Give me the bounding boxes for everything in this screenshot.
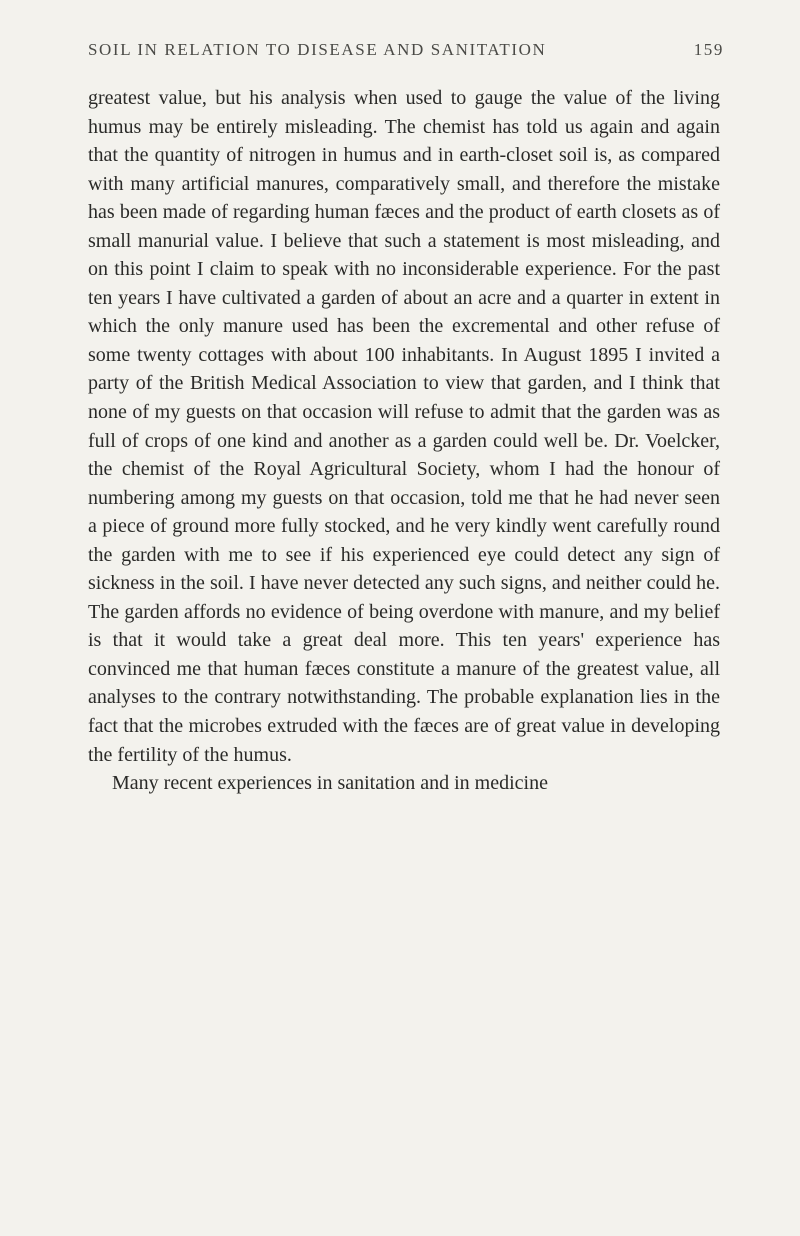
page-number: 159 <box>693 40 724 59</box>
paragraph: Many recent experiences in sanitation and in medicine <box>112 772 548 795</box>
running-title: SOIL IN RELATION TO DISEASE AND SANITATION <box>88 40 547 59</box>
body-text <box>88 84 720 798</box>
paragraph: greatest value, but his analysis when used to gauge the value of the living humus may be entirely misleading. The chemist has told us again and again that the quantity of nitrogen in humus and in earth-closet soil is, as compared with many artificial manures, comparatively small, and therefore the mistake has been made of regarding human fæces and the product of earth closets as of small manurial value. I believe that such a statement is most misleading, and on this point I claim to speak with no inconsiderable experience. For the past ten years I have cultivated a garden of about an acre and a quarter in extent in which the only manure used has been the excremental and other refuse of some twenty cottages with about 100 inhabitants. In August 1895 I invited a party of the British Medical Association to view that garden, and I think that none of my guests on that occasion will refuse to admit that the garden was as full of crops of one kind and another as a garden could well be. Dr. Voelcker, the chemist of the Royal Agricultural Society, whom I had the honour of numbering among my guests on that occasion, told me that he had never seen a piece of ground more fully stocked, and he very kindly went carefully round the garden with me to see if his experienced eye could detect any sign of sickness in the soil. I have never detected any such signs, and neither could he. The garden affords no evidence of being overdone with manure, and my belief is that it would take a great deal more. This ten years' experience has convinced me that human fæces constitute a manure of the greatest value, all analyses to the contrary notwithstanding. The probable explanation lies in the fact that the microbes extruded with the fæces are of great value in developing the fertility of the humus. <box>88 87 720 766</box>
